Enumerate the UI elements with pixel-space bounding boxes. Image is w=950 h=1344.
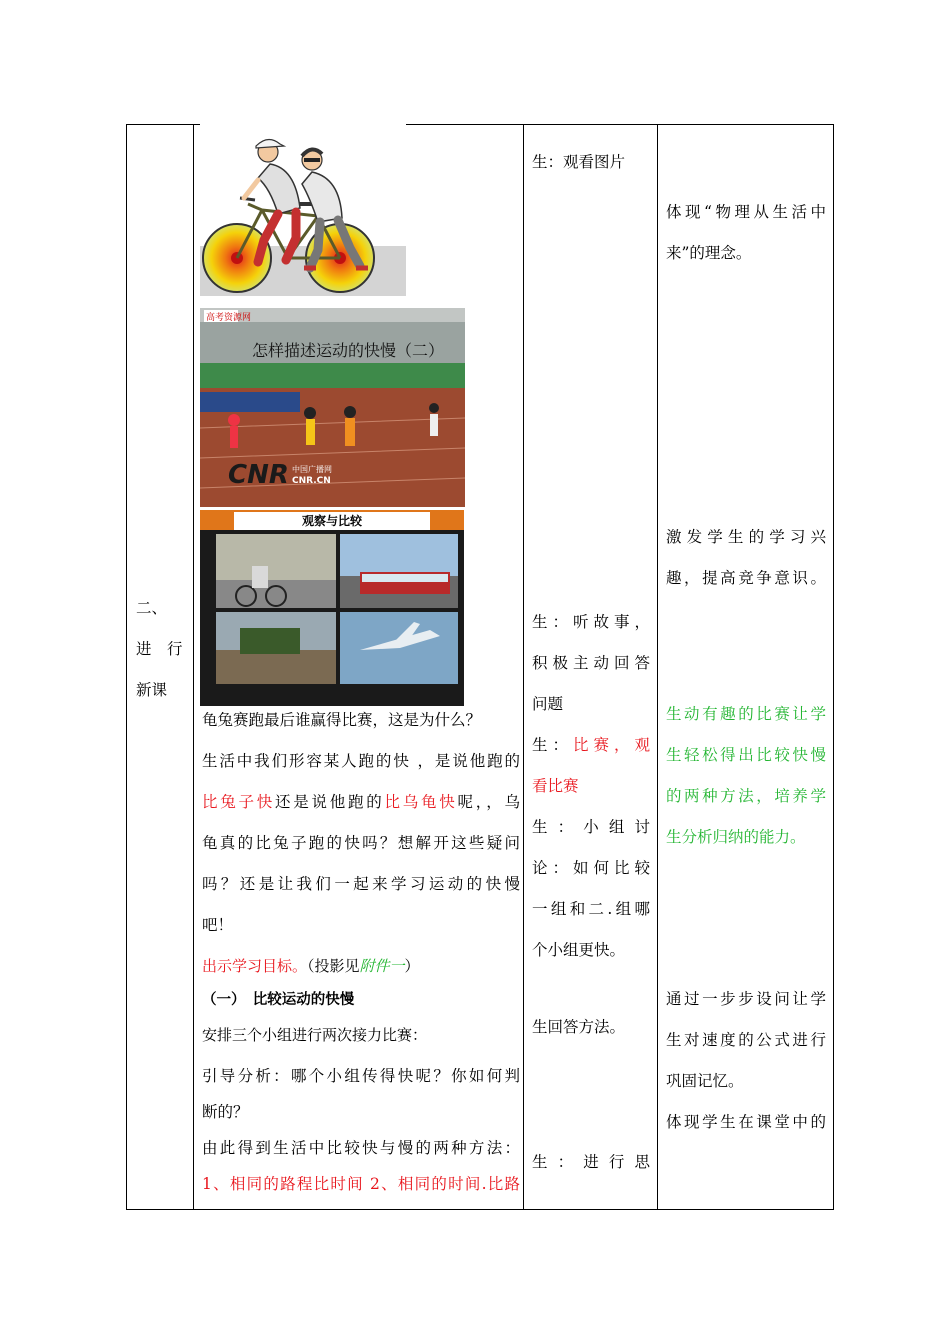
cnr-logo-url: CNR.CN: [292, 476, 331, 486]
text: 论：如何比较: [532, 859, 650, 877]
text: 一组和二.组哪: [532, 900, 650, 918]
text: 体现“物理从生活中: [666, 203, 826, 221]
objective-line: [202, 953, 520, 979]
slide-title: 观察与比较: [234, 512, 430, 530]
highlight-text: 比兔子快: [202, 793, 275, 811]
image-gap: [200, 118, 406, 128]
text: [532, 725, 650, 766]
stage-label: [136, 588, 186, 711]
attachment-link: 附件一: [359, 957, 405, 975]
paragraph: 生活中我们形容某人跑的快 ，是说他跑的: [202, 752, 520, 770]
text: 来”的理念。: [666, 244, 752, 262]
section-heading: （一） 比较运动的快慢: [202, 992, 355, 1008]
design-intent: [666, 694, 826, 858]
text: 激发学生的学习兴: [666, 528, 826, 546]
paragraph: 1、相同的路程比时间 2、相同的时间.比路: [202, 1175, 520, 1193]
text: 通过一步步设问让学: [666, 990, 826, 1008]
stage-number: 二、: [136, 599, 168, 617]
column-divider: [193, 125, 194, 1209]
tandem-bicycle-image: [200, 128, 406, 296]
tandem-bicycle-icon: [200, 128, 406, 296]
paragraph: 断的？: [202, 1103, 249, 1121]
text: 呢，，乌: [457, 793, 520, 811]
text: 生：小组讨: [532, 818, 650, 836]
text: ）: [404, 957, 420, 975]
paragraph: [202, 782, 520, 823]
paragraph: 龟兔赛跑最后谁赢得比赛，这是为什么？: [202, 711, 482, 729]
text: 生轻松得出比较快慢: [666, 746, 826, 764]
text: 趣，提高竞争意识。: [666, 569, 826, 587]
design-intent: [666, 192, 826, 274]
text: 的两种方法，培养学: [666, 787, 826, 805]
text: 生分析归纳的能力。: [666, 828, 806, 846]
text: 个小组更快。: [532, 941, 626, 959]
slide-title: 怎样描述运动的快慢（二）: [252, 341, 445, 360]
column-divider: [657, 125, 658, 1209]
stage-text: 进 行: [136, 640, 183, 658]
text: 生：听故事，: [532, 613, 650, 631]
paragraph: 由此得到生活中比较快与慢的两种方法：: [202, 1139, 520, 1157]
text: 积极主动回答: [532, 654, 650, 672]
design-intent: [666, 517, 826, 599]
student-activity: 生回答方法。: [532, 1018, 626, 1036]
teaching-content: [202, 700, 520, 946]
design-intent: [666, 979, 826, 1143]
paragraph-block: [202, 1058, 520, 1202]
cnr-logo-sub: 中国广播网: [292, 465, 332, 474]
text: 生动有趣的比赛让学: [666, 705, 826, 723]
vehicle-photos-icon: [200, 510, 464, 706]
paragraph: 吗？还是让我们一起来学习运动的快慢: [202, 875, 520, 893]
paragraph: 引导分析：哪个小组传得快呢？你如何判: [202, 1067, 520, 1085]
student-activity: 生：观看图片: [532, 153, 626, 171]
highlight-text: 出示学习目标。: [202, 957, 308, 975]
paragraph: 安排三个小组进行两次接力比赛：: [202, 1026, 428, 1044]
stage-text: 新课: [136, 681, 168, 699]
cnr-logo: CNR: [228, 460, 289, 490]
column-divider: [523, 125, 524, 1209]
highlight-text: 比乌龟快: [384, 793, 458, 811]
paragraph: 吧！: [202, 916, 234, 934]
highlight-text: 比赛，观: [573, 736, 650, 754]
race-track-image: [200, 308, 465, 507]
text: 生：: [532, 736, 573, 754]
text: 问题: [532, 695, 564, 713]
text: 还是说他跑的: [275, 793, 385, 811]
text: 巩固记忆。: [666, 1072, 744, 1090]
student-activity: [532, 602, 650, 971]
text: （投影见: [307, 957, 360, 975]
paragraph: 龟真的比兔子跑的快吗？想解开这些疑问: [202, 834, 520, 852]
text: 体现学生在课堂中的: [666, 1113, 826, 1131]
student-activity: 生：进行思: [532, 1153, 650, 1171]
text: 生对速度的公式进行: [666, 1031, 826, 1049]
compare-vehicles-image: [200, 510, 464, 706]
watermark-logo: 高考资源网: [206, 313, 252, 323]
highlight-text: 看比赛: [532, 777, 579, 795]
